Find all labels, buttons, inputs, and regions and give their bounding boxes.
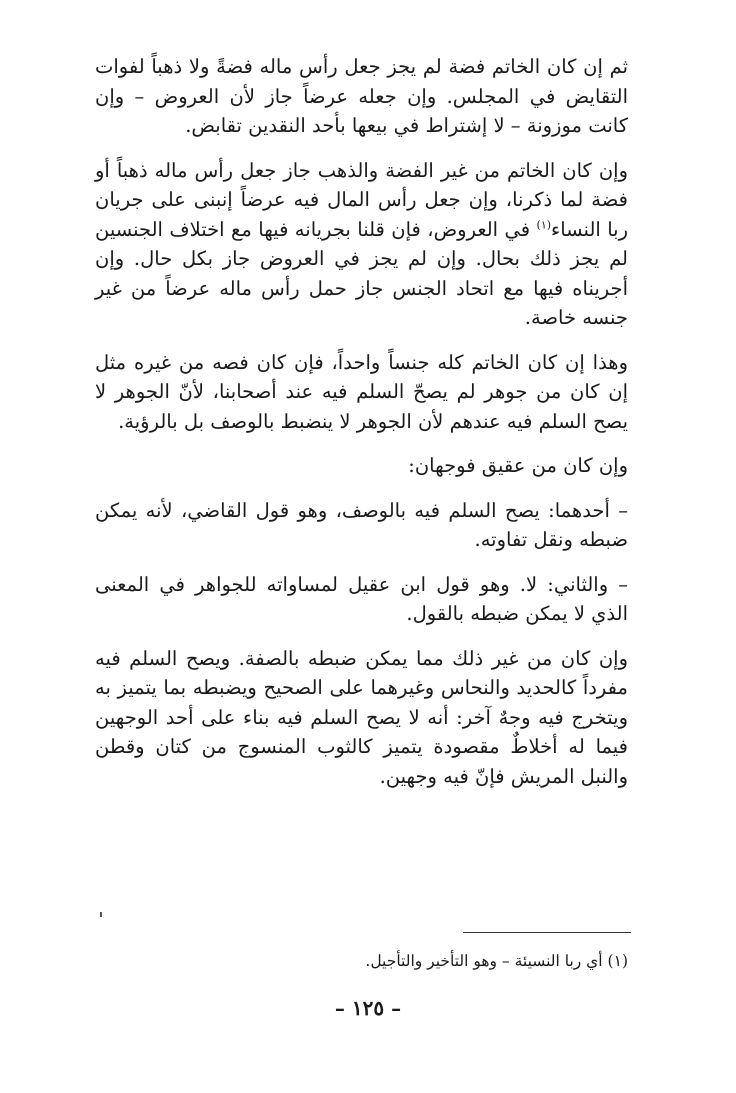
footnote — [108, 950, 628, 972]
scan-speck — [100, 912, 102, 917]
paragraph-2-end: في العروض، فإن قلنا بجريانه فيها مع اختلاف الجنسين لم يجز ذلك بحال. وإن لم يجز في العروض جاز بكل حال. وإن أجريناه فيها مع اتحاد الجنس جاز حمل رأس ماله عرضاً من غير جنسه خاصة. — [95, 217, 628, 329]
footnote-divider — [463, 932, 631, 933]
paragraph-7: وإن كان من غير ذلك مما يمكن ضبطه بالصفة. ويصح السلم فيه مفرداً كالحديد والنحاس وغيرهما على الصحيح ويضبطه بما يتميز به ويتخرج فيه وجهٌ آخر: أنه لا يصح السلم فيه بناء على أحد الوجهين فيما له أخلاطٌ مقصودة يتميز كالثوب المنسوج من كتان وقطن والنبل المريش فإنّ فيه وجهين. — [95, 646, 628, 788]
paragraph-2-start: وإن كان الخاتم من غير الفضة والذهب جاز جعل رأس ماله ذهباً أو فضة لما ذكرنا، وإن جعل رأس المال فيه عرضاً إنبنى على جريان ربا النساء — [95, 158, 629, 241]
main-text — [95, 52, 628, 791]
paragraph-1: ثم إن كان الخاتم فضة لم يجز جعل رأس ماله فضةً ولا ذهباً لفوات التقايض في المجلس. وإن جعله عرضاً جاز لأن العروض – وإن كانت موزونة – لا إشتراط في بيعها بأحد النقدين تقابض. — [95, 55, 628, 137]
footnote-reference: (١) — [536, 218, 552, 231]
paragraph-2 — [95, 156, 628, 333]
paragraph-4: وإن كان من عقيق فوجهان: — [408, 454, 628, 477]
footnote-marker: (١) — [607, 952, 628, 970]
paragraph-6: – والثاني: لا. وهو قول ابن عقيل لمساواته للجواهر في المعنى الذي لا يمكن ضبطه بالقول. — [95, 572, 628, 625]
footnote-text: أي ربا النسيئة – وهو التأخير والتأجيل. — [365, 952, 603, 970]
paragraph-5: – أحدهما: يصح السلم فيه بالوصف، وهو قول القاضي، لأنه يمكن ضبطه ونقل تفاوته. — [95, 498, 628, 551]
page-number: – ١٢٥ – — [334, 996, 402, 1020]
paragraph-3: وهذا إن كان الخاتم كله جنساً واحداً، فإن كان فصه من غيره مثل إن كان من جوهر لم يصحّ السلم فيه عند أصحابنا، لأنّ الجوهر لا يصح السلم فيه عندهم لأن الجوهر لا ينضبط بالوصف بل بالرؤية. — [95, 350, 628, 433]
